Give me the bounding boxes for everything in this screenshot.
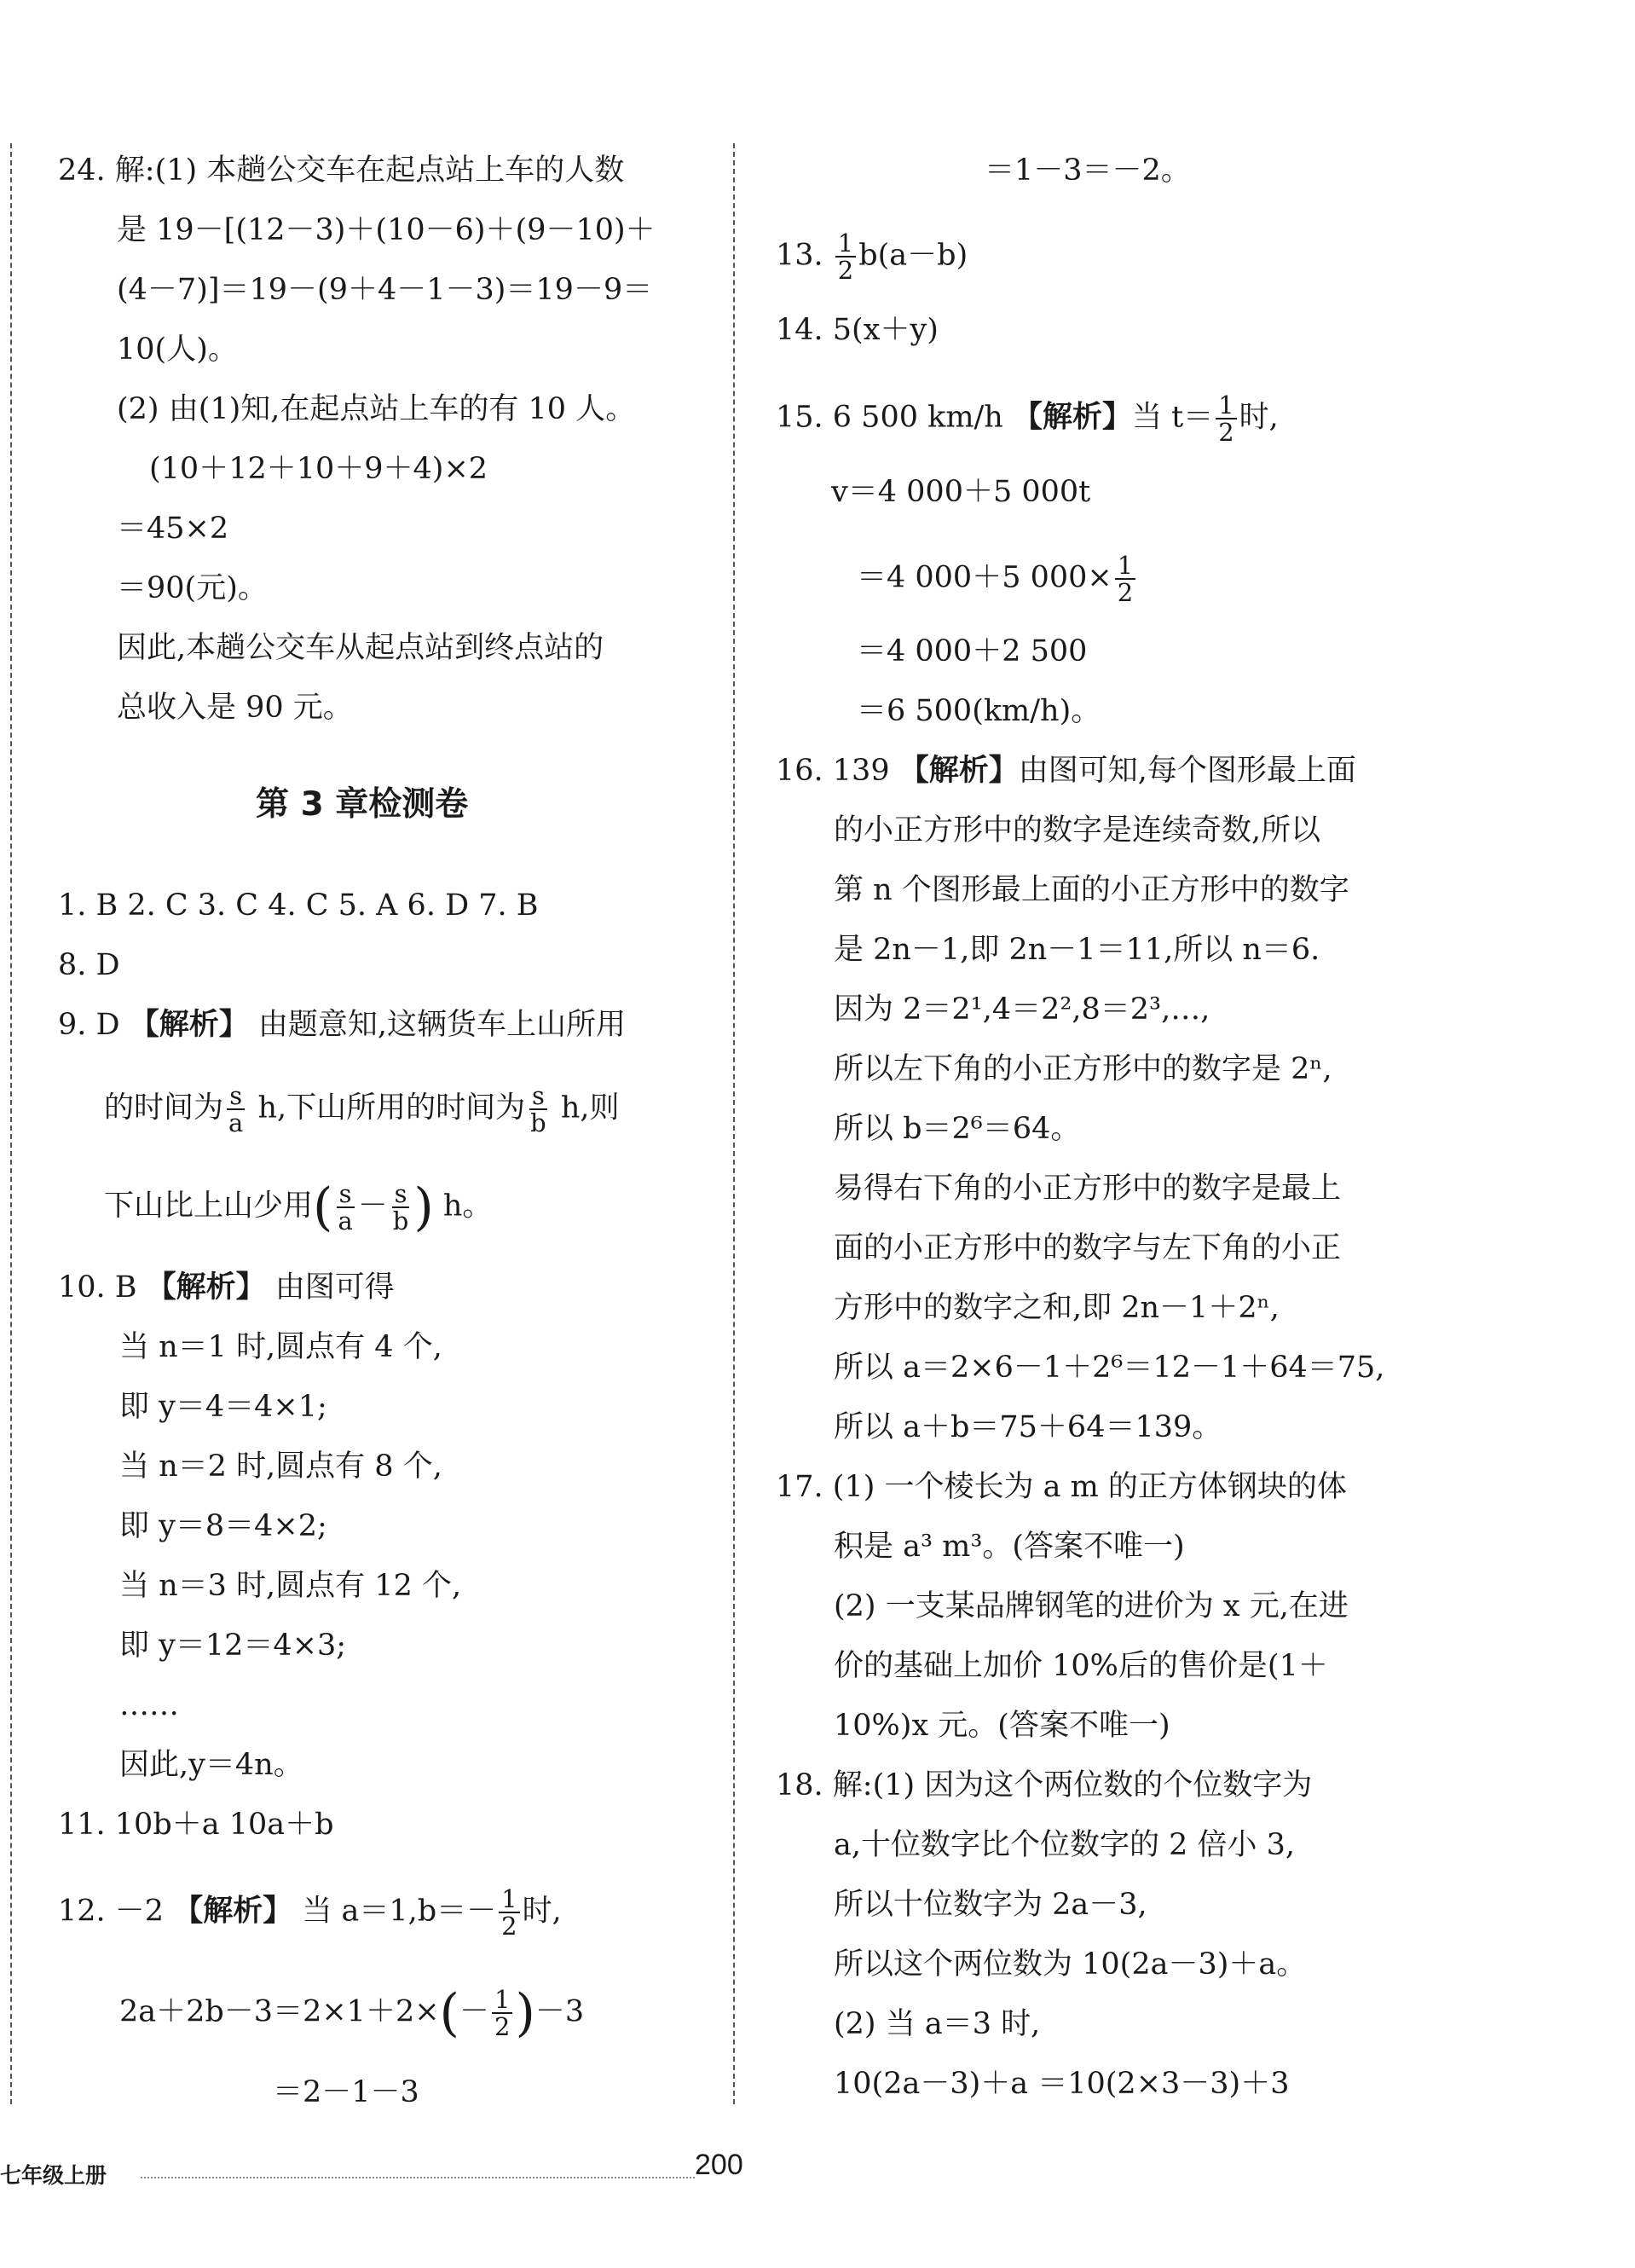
q9-text: 的时间为 [104, 1091, 224, 1125]
frac-den: 2 [501, 1912, 517, 1941]
minus-sign: － [357, 1189, 388, 1224]
q9-text: h,下山所用的时间为 [248, 1091, 526, 1125]
frac-den: b [530, 1108, 546, 1137]
q24-line-2: 是 19－[(12－3)＋(10－6)＋(9－10)＋ [117, 213, 656, 247]
q24-line-6: (10＋12＋10＋9＋4)×2 [149, 452, 488, 486]
q15-line-1 [776, 392, 1279, 445]
q16-line-3: 第 n 个图形最上面的小正方形中的数字 [834, 873, 1349, 907]
frac-num: 1 [835, 230, 856, 257]
q15-answer: 15. 6 500 km/h [776, 400, 1013, 435]
answer-8: 8. D [58, 948, 120, 982]
q16-line-10: 方形中的数字之和,即 2n－1＋2ⁿ, [834, 1291, 1280, 1325]
q10-line-1 [58, 1269, 395, 1306]
frac-num: 1 [1216, 392, 1236, 419]
page-number: 200 [695, 2149, 743, 2181]
analysis-tag: 【解析】 [146, 1270, 266, 1305]
q12-text: 时, [522, 1894, 562, 1929]
q10-line-2: 当 n＝1 时,圆点有 4 个, [119, 1330, 442, 1364]
q12-line-2 [119, 1983, 585, 2043]
q16-line-9: 面的小正方形中的数字与左下角的小正 [834, 1231, 1342, 1265]
frac-den: 2 [1117, 578, 1134, 607]
answers-1-7: 1. B 2. C 3. C 4. C 5. A 6. D 7. B [58, 888, 539, 923]
fraction-one-half [492, 1987, 512, 2039]
left-cut-line [10, 143, 12, 2104]
q15-text: 时, [1239, 400, 1279, 435]
q10-line-5: 即 y＝8＝4×2; [119, 1509, 327, 1543]
frac-num: 1 [492, 1987, 512, 2014]
frac-den: 2 [837, 256, 854, 285]
fraction-one-half [1216, 392, 1236, 445]
q12-line-3: ＝2－1－3 [273, 2075, 419, 2109]
section-title: 第 3 章检测卷 [256, 785, 469, 824]
q16-text: 由图可知,每个图形最上面 [1018, 754, 1356, 788]
q17-line-5: 10%)x 元。(答案不唯一) [834, 1709, 1170, 1743]
footer-grade-label: 七年级上册 [0, 2163, 107, 2188]
answer-11: 11. 10b＋a 10a＋b [58, 1808, 334, 1842]
answer-13 [776, 230, 968, 283]
q16-line-11: 所以 a＝2×6－1＋2⁶＝12－1＋64＝75, [834, 1351, 1385, 1385]
frac-num: s [337, 1181, 355, 1208]
q9-answer: 9. D [58, 1008, 130, 1042]
q24-line-10: 总收入是 90 元。 [117, 691, 353, 725]
q16-answer: 16. 139 [776, 754, 899, 788]
q9-text: 由题意知,这辆货车上山所用 [257, 1008, 627, 1042]
footer-dotted-rule [141, 2177, 695, 2178]
q9-text: h,则 [551, 1091, 620, 1125]
q16-line-12: 所以 a＋b＝75＋64＝139。 [834, 1410, 1222, 1444]
frac-den: b [392, 1206, 409, 1235]
q17-line-2: 积是 a³ m³。(答案不唯一) [834, 1530, 1185, 1564]
frac-den: a [228, 1108, 244, 1137]
q18-line-1: 18. 解:(1) 因为这个两位数的个位数字为 [776, 1768, 1313, 1802]
frac-den: a [338, 1206, 353, 1235]
fraction-one-half [835, 230, 856, 283]
q18-line-5: (2) 当 a＝3 时, [834, 2007, 1041, 2041]
fraction-one-half [1115, 553, 1135, 605]
analysis-tag: 【解析】 [173, 1894, 293, 1929]
frac-num: 1 [1115, 553, 1135, 580]
q10-line-8: …… [119, 1688, 179, 1722]
q12-text: 2a＋2b－3＝2×1＋2× [119, 1994, 440, 2029]
frac-num: s [529, 1083, 547, 1110]
right-paren: ) [515, 1983, 535, 2043]
left-paren: ( [313, 1177, 333, 1237]
q16-line-4: 是 2n－1,即 2n－1＝11,所以 n＝6. [834, 933, 1320, 967]
frac-num: s [227, 1083, 245, 1110]
q9-text: h。 [433, 1189, 493, 1224]
q18-line-2: a,十位数字比个位数字的 2 倍小 3, [834, 1828, 1296, 1862]
q16-line-6: 所以左下角的小正方形中的数字是 2ⁿ, [834, 1052, 1332, 1086]
q15-line-4: ＝4 000＋2 500 [857, 634, 1088, 668]
frac-num: 1 [499, 1886, 519, 1913]
q10-line-9: 因此,y＝4n。 [119, 1748, 303, 1782]
q15-text: ＝4 000＋5 000× [857, 560, 1112, 595]
q18-line-3: 所以十位数字为 2a－3, [834, 1888, 1147, 1922]
q17-line-4: 价的基础上加价 10%后的售价是(1＋ [834, 1649, 1328, 1683]
q15-text: 当 t＝ [1131, 400, 1214, 435]
q24-line-4: 10(人)。 [117, 333, 238, 367]
fraction-one-half [499, 1886, 519, 1939]
q13-text: b(a－b) [858, 238, 968, 273]
right-paren: ) [413, 1177, 434, 1237]
fraction-s-over-b [390, 1181, 412, 1234]
analysis-tag: 【解析】 [898, 754, 1019, 788]
q24-line-8: ＝90(元)。 [117, 571, 268, 605]
q9-line-3 [104, 1177, 493, 1237]
frac-num: s [392, 1181, 410, 1208]
q15-line-5: ＝6 500(km/h)。 [857, 694, 1101, 728]
q24-line-5: (2) 由(1)知,在起点站上车的有 10 人。 [117, 392, 636, 426]
column-divider [733, 143, 735, 2104]
q16-line-7: 所以 b＝2⁶＝64。 [834, 1112, 1081, 1146]
answer-14: 14. 5(x＋y) [776, 313, 939, 347]
q9-line-2 [104, 1083, 619, 1136]
q13-number: 13. [776, 238, 833, 273]
q16-line-5: 因为 2＝2¹,4＝2²,8＝2³,…, [834, 992, 1210, 1027]
q24-line-1: 24. 解:(1) 本趟公交车在起点站上车的人数 [58, 153, 625, 188]
q24-line-7: ＝45×2 [117, 512, 229, 546]
fraction-s-over-b [528, 1083, 549, 1136]
q17-line-1: 17. (1) 一个棱长为 a m 的正方体钢块的体 [776, 1470, 1347, 1504]
q16-line-1 [776, 752, 1356, 790]
q10-text: 由图可得 [274, 1270, 395, 1305]
q12-text: －3 [534, 1994, 585, 2029]
q18-line-4: 所以这个两位数为 10(2a－3)＋a。 [834, 1947, 1307, 1982]
q16-line-8: 易得右下角的小正方形中的数字是最上 [834, 1172, 1342, 1206]
q9-text: 下山比上山少用 [104, 1189, 314, 1224]
fraction-s-over-a [226, 1083, 246, 1136]
q24-line-9: 因此,本趟公交车从起点站到终点站的 [117, 631, 604, 665]
frac-den: 2 [494, 2012, 511, 2041]
q18-line-6: 10(2a－3)＋a ＝10(2×3－3)＋3 [834, 2067, 1290, 2101]
q10-line-3: 即 y＝4＝4×1; [119, 1390, 327, 1424]
q10-line-4: 当 n＝2 时,圆点有 8 个, [119, 1449, 442, 1484]
q16-line-2: 的小正方形中的数字是连续奇数,所以 [834, 813, 1321, 848]
fraction-s-over-a [335, 1181, 355, 1234]
q10-line-7: 即 y＝12＝4×3; [119, 1629, 347, 1663]
minus-sign: － [459, 1994, 489, 2029]
continuation-line: ＝1－3＝－2。 [985, 153, 1191, 188]
q12-text: 当 a＝1,b＝－ [302, 1894, 497, 1929]
q12-line-1 [58, 1886, 562, 1939]
q17-line-3: (2) 一支某品牌钢笔的进价为 x 元,在进 [834, 1589, 1349, 1623]
q15-line-2: v＝4 000＋5 000t [831, 475, 1091, 509]
frac-den: 2 [1218, 418, 1234, 447]
analysis-tag: 【解析】 [1012, 400, 1132, 435]
q15-line-3 [857, 553, 1138, 605]
q12-answer: 12. －2 [58, 1894, 174, 1929]
analysis-tag: 【解析】 [129, 1008, 249, 1042]
q9-line-1 [58, 1006, 626, 1044]
q10-answer: 10. B [58, 1270, 147, 1305]
q24-line-3: (4－7)]＝19－(9＋4－1－3)＝19－9＝ [117, 273, 653, 307]
q10-line-6: 当 n＝3 时,圆点有 12 个, [119, 1569, 462, 1603]
left-paren: ( [439, 1983, 459, 2043]
